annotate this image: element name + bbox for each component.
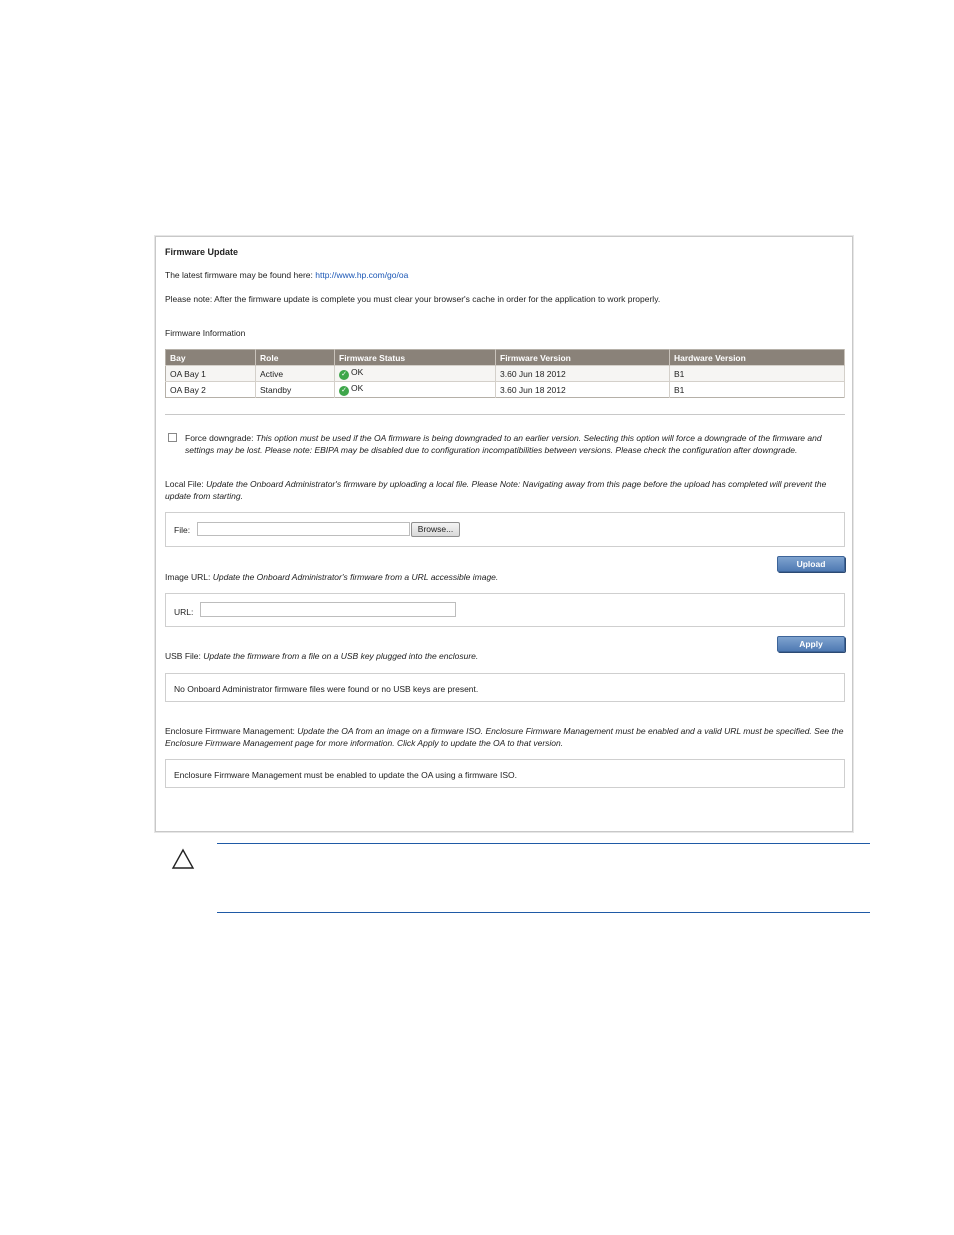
- firmware-info-heading: Firmware Information: [165, 328, 246, 338]
- cell-firmware-version: 3.60 Jun 18 2012: [496, 382, 670, 398]
- force-downgrade-checkbox[interactable]: [168, 433, 177, 442]
- image-url-desc: Update the Onboard Administrator's firmware from a URL accessible image.: [210, 572, 499, 582]
- col-header-firmware-version: Firmware Version: [496, 350, 670, 366]
- browse-button[interactable]: Browse...: [411, 522, 460, 537]
- url-label: URL:: [174, 607, 194, 617]
- cell-status: [335, 366, 496, 382]
- cell-role: Active: [256, 366, 335, 382]
- usb-file-desc: Update the firmware from a file on a USB key plugged into the enclosure.: [200, 651, 479, 661]
- cell-bay: OA Bay 1: [166, 366, 256, 382]
- cell-status: [335, 382, 496, 398]
- usb-message-box: [165, 673, 845, 702]
- image-url-text: [165, 572, 498, 582]
- divider: [165, 414, 845, 415]
- cell-role: Standby: [256, 382, 335, 398]
- col-header-firmware-status: Firmware Status: [335, 350, 496, 366]
- status-text: OK: [351, 383, 364, 393]
- efm-text: [165, 725, 847, 749]
- file-input[interactable]: [197, 522, 410, 536]
- apply-button[interactable]: Apply: [777, 636, 845, 652]
- image-url-label: Image URL:: [165, 572, 211, 582]
- cell-bay: OA Bay 2: [166, 382, 256, 398]
- force-downgrade-label: Force downgrade:: [185, 433, 254, 443]
- col-header-bay: Bay: [166, 350, 256, 366]
- url-input[interactable]: [200, 602, 456, 617]
- firmware-link[interactable]: http://www.hp.com/go/oa: [315, 270, 409, 280]
- local-file-text: [165, 478, 847, 502]
- file-upload-box: [165, 512, 845, 547]
- efm-message-box: [165, 759, 845, 788]
- col-header-hardware-version: Hardware Version: [670, 350, 845, 366]
- latest-firmware-line: [165, 270, 408, 280]
- cache-note: Please note: After the firmware update is complete you must clear your browser's cache in order for the application to work properly.: [165, 294, 661, 304]
- efm-message: Enclosure Firmware Management must be enabled to update the OA using a firmware ISO.: [174, 770, 518, 780]
- local-file-label: Local File:: [165, 479, 204, 489]
- firmware-table: [165, 349, 845, 398]
- file-label: File:: [174, 525, 191, 535]
- caution-top-rule: [217, 843, 870, 844]
- usb-message: No Onboard Administrator firmware files were found or no USB keys are present.: [174, 684, 479, 694]
- local-file-desc: Update the Onboard Administrator's firmware by uploading a local file. Please Note: Navigating away from this page before the upload has completed will prevent the update from starting.: [165, 479, 827, 501]
- efm-label: Enclosure Firmware Management:: [165, 726, 295, 736]
- efm-desc: Update the OA from an image on a firmware ISO. Enclosure Firmware Management must be enabled and a valid URL must be specified. See the Enclosure Firmware Management page for more information. Click Apply to update the OA to that version.: [165, 726, 844, 748]
- table-row: [166, 366, 845, 382]
- col-header-role: Role: [256, 350, 335, 366]
- caution-bottom-rule: [217, 912, 870, 913]
- warning-triangle-icon: [171, 848, 195, 870]
- upload-button[interactable]: Upload: [777, 556, 845, 572]
- force-downgrade-desc: This option must be used if the OA firmware is being downgraded to an earlier version. Selecting this option will force a downgrade of the firmware and settings may be lost. Please note: EBIPA may be disabled due to configuration incompatibilities between versions. Please check the configuration after downgrade.: [185, 433, 822, 455]
- latest-firmware-text: The latest firmware may be found here:: [165, 270, 316, 280]
- url-box: [165, 593, 845, 627]
- cell-hardware-version: B1: [670, 366, 845, 382]
- cell-firmware-version: 3.60 Jun 18 2012: [496, 366, 670, 382]
- firmware-update-screenshot: [155, 236, 853, 832]
- table-row: [166, 382, 845, 398]
- table-header-row: [166, 350, 845, 366]
- page-title: Firmware Update: [165, 247, 239, 257]
- check-circle-icon: ✓: [339, 370, 349, 380]
- status-text: OK: [351, 367, 364, 377]
- force-downgrade-text: [185, 432, 845, 456]
- check-circle-icon: ✓: [339, 386, 349, 396]
- usb-file-text: [165, 651, 478, 661]
- usb-file-label: USB File:: [165, 651, 201, 661]
- cell-hardware-version: B1: [670, 382, 845, 398]
